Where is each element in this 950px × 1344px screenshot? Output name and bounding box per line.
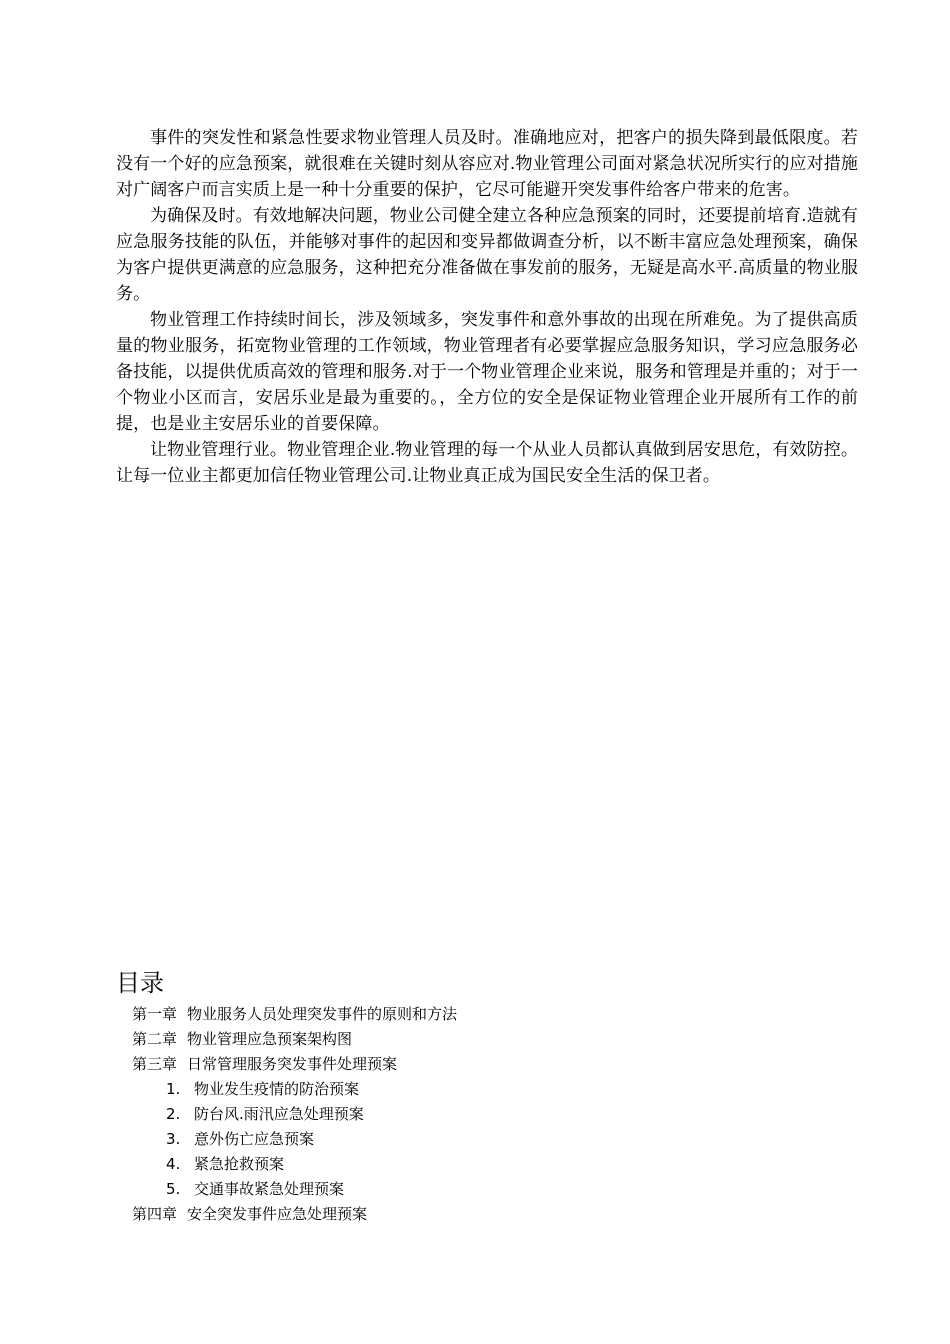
toc-sub-item-5[interactable] (116, 1177, 816, 1202)
toc-chapter-2[interactable] (116, 1027, 816, 1052)
toc-chapter-4[interactable] (116, 1202, 816, 1227)
toc-title: 目录 (116, 969, 164, 997)
paragraph-2: 为确保及时。有效地解决问题，物业公司健全建立各种应急预案的同时，还要提前培育.造就有应急服务技能的队伍，并能够对事件的起因和变异都做调查分析，以不断丰富应急处理预案，确保为客户提供更满意的应急服务，这种把充分准备做在事发前的服务，无疑是高水平.高质量的物业服务。 (116, 206, 858, 304)
toc-chapter-label: 第二章 (132, 1030, 178, 1048)
toc-sub-number: 2. (166, 1105, 181, 1123)
toc-chapter-text: 物业管理应急预案架构图 (187, 1030, 353, 1048)
toc-chapter-label: 第四章 (132, 1205, 178, 1223)
toc-sub-item-3[interactable] (116, 1127, 816, 1152)
toc-sub-item-1[interactable] (116, 1077, 816, 1102)
table-of-contents (116, 966, 816, 1227)
paragraph-1: 事件的突发性和紧急性要求物业管理人员及时。准确地应对，把客户的损失降到最低限度。若没有一个好的应急预案，就很难在关键时刻从容应对.物业管理公司面对紧急状况所实行的应对措施对广阔客户而言实质上是一种十分重要的保护，它尽可能避开突发事件给客户带来的危害。 (116, 128, 858, 200)
toc-sub-text: 物业发生疫情的防治预案 (194, 1080, 360, 1098)
toc-chapter-text: 安全突发事件应急处理预案 (187, 1205, 368, 1223)
toc-sub-text: 紧急抢救预案 (194, 1155, 285, 1173)
toc-chapter-1[interactable] (116, 1002, 816, 1027)
toc-chapter-3[interactable] (116, 1052, 816, 1077)
toc-sub-number: 4. (166, 1155, 181, 1173)
toc-sub-number: 3. (166, 1130, 181, 1148)
toc-sub-text: 防台风.雨汛应急处理预案 (194, 1105, 364, 1123)
paragraph-3: 物业管理工作持续时间长，涉及领域多，突发事件和意外事故的出现在所难免。为了提供高质量的物业服务，拓宽物业管理的工作领域，物业管理者有必要掌握应急服务知识，学习应急服务必备技能，以提供优质高效的管理和服务.对于一个物业管理企业来说，服务和管理是并重的；对于一个物业小区而言，安居乐业是最为重要的。，全方位的安全是保证物业管理企业开展所有工作的前提，也是业主安居乐业的首要保障。 (116, 310, 858, 434)
toc-sub-item-4[interactable] (116, 1152, 816, 1177)
toc-sub-text: 交通事故紧急处理预案 (194, 1180, 345, 1198)
toc-chapter-text: 日常管理服务突发事件处理预案 (187, 1055, 398, 1073)
toc-chapter-label: 第三章 (132, 1055, 178, 1073)
toc-sub-number: 1. (166, 1080, 181, 1098)
toc-list (116, 1002, 816, 1227)
toc-chapter-text: 物业服务人员处理突发事件的原则和方法 (187, 1005, 458, 1023)
toc-sub-item-2[interactable] (116, 1102, 816, 1127)
paragraph-4: 让物业管理行业。物业管理企业.物业管理的每一个从业人员都认真做到居安思危，有效防控。让每一位业主都更加信任物业管理公司.让物业真正成为国民安全生活的保卫者。 (116, 440, 858, 486)
toc-chapter-label: 第一章 (132, 1005, 178, 1023)
document-body (116, 125, 858, 489)
toc-sub-text: 意外伤亡应急预案 (194, 1130, 315, 1148)
toc-sub-number: 5. (166, 1180, 181, 1198)
